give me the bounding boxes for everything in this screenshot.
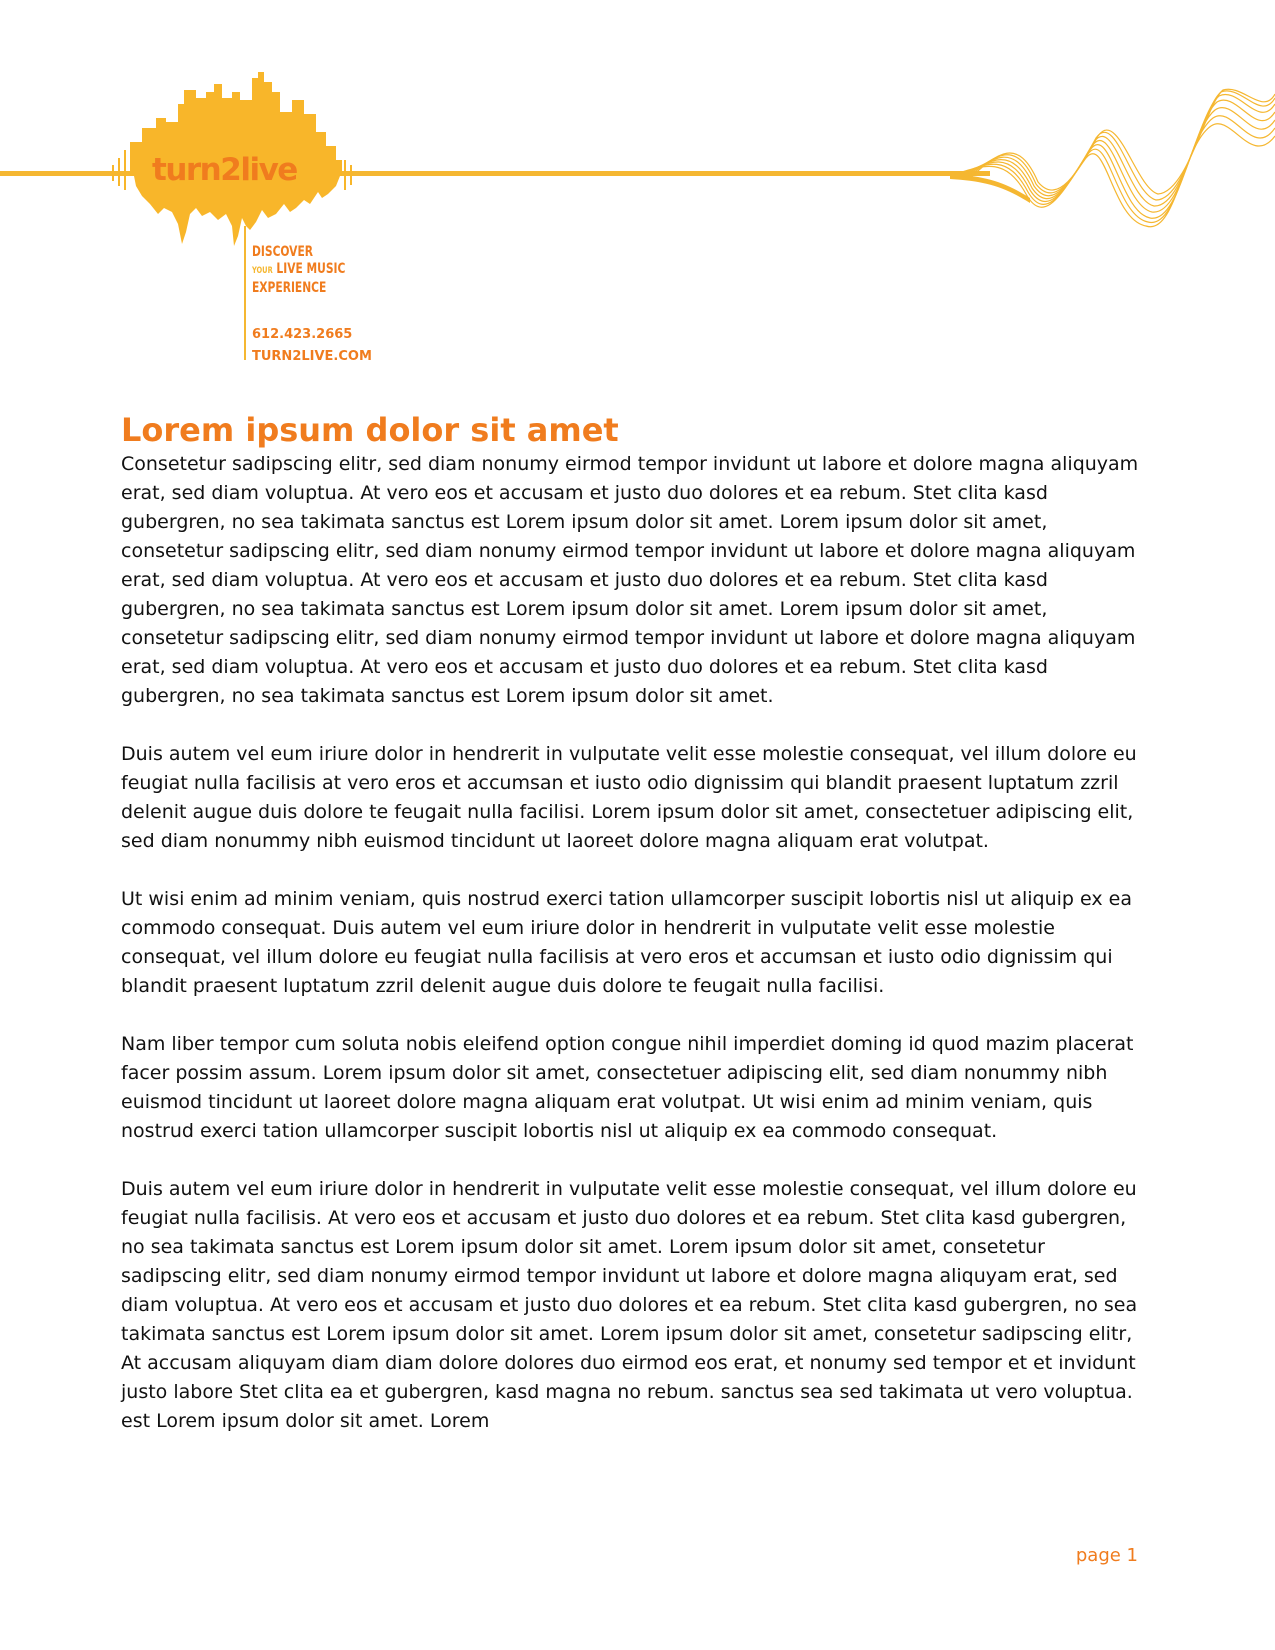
contact-block [252, 324, 372, 368]
paragraph: Ut wisi enim ad minim veniam, quis nostrud exerci tation ullamcorper suscipit lobortis nisl ut aliquip ex ea commodo consequat. Duis autem vel eum iriure dolor in hendrerit in vulputate velit esse molestie consequat, vel illum dolore eu feugiat nulla facilisis at vero eros et accumsan et iusto odio dignissim qui blandit praesent luptatum zzril delenit augue duis dolore te feugait nulla facilisi. [121, 888, 1132, 997]
vertical-rule [244, 226, 246, 360]
phone-number: 612.423.2665 [252, 327, 353, 342]
tagline-live-music: LIVE MUSIC [276, 261, 346, 277]
tagline-line-2 [252, 261, 345, 280]
document-title: Lorem ipsum dolor sit amet [121, 411, 619, 449]
wave-lines-decoration [956, 89, 1275, 227]
tagline-line-3: EXPERIENCE [252, 280, 327, 296]
tagline-line-1: DISCOVER [252, 244, 314, 260]
header-graphic [0, 0, 1275, 380]
brand-logo-text: turn2live [152, 152, 297, 188]
paragraph: Consetetur sadipscing elitr, sed diam nonumy eirmod tempor invidunt ut labore et dolore magna aliquyam erat, sed diam voluptua. At vero eos et accusam et justo duo dolores et ea rebum. Stet clita kasd gubergren, no sea takimata sanctus est Lorem ipsum dolor sit amet. Lorem ipsum dolor sit amet, consetetur sadipscing elitr, sed diam nonumy eirmod tempor invidunt ut labore et dolore magna aliquyam erat, sed diam voluptua. At vero eos et accusam et justo duo dolores et ea rebum. Stet clita kasd gubergren, no sea takimata sanctus est Lorem ipsum dolor sit amet. Lorem ipsum dolor sit amet, consetetur sadipscing elitr, sed diam nonumy eirmod tempor invidunt ut labore et dolore magna aliquyam erat, sed diam voluptua. At vero eos et accusam et justo duo dolores et ea rebum. Stet clita kasd gubergren, no sea takimata sanctus est Lorem ipsum dolor sit amet. [121, 453, 1139, 707]
website-link[interactable]: TURN2LIVE.COM [252, 349, 372, 364]
brand-tagline [252, 244, 345, 297]
tagline-your: YOUR [252, 266, 273, 276]
document-body [121, 410, 1139, 1465]
page-number: page 1 [1075, 1545, 1138, 1566]
header-rule-curve [950, 174, 1030, 203]
paragraph: Duis autem vel eum iriure dolor in hendrerit in vulputate velit esse molestie consequat, vel illum dolore eu feugiat nulla facilisis. At vero eos et accusam et justo duo dolores et ea rebum. Stet clita kasd gubergren, no sea takimata sanctus est Lorem ipsum dolor sit amet. Lorem ipsum dolor sit amet, consetetur sadipscing elitr, sed diam nonumy eirmod tempor invidunt ut labore et dolore magna aliquyam erat, sed diam voluptua. At vero eos et accusam et justo duo dolores et ea rebum. Stet clita kasd gubergren, no sea takimata sanctus est Lorem ipsum dolor sit amet. Lorem ipsum dolor sit amet, consetetur sadipscing elitr, At accusam aliquyam diam diam dolore dolores duo eirmod eos erat, et nonumy sed tempor et et invidunt justo labore Stet clita ea et gubergren, kasd magna no rebum. sanctus sea sed takimata ut vero voluptua. est Lorem ipsum dolor sit amet. Lorem [121, 1178, 1138, 1432]
paragraph: Nam liber tempor cum soluta nobis eleifend option congue nihil imperdiet doming id quod mazim placerat facer possim assum. Lorem ipsum dolor sit amet, consectetuer adipiscing elit, sed diam nonummy nibh euismod tincidunt ut laoreet dolore magna aliquam erat volutpat. Ut wisi enim ad minim veniam, quis nostrud exerci tation ullamcorper suscipit lobortis nisl ut aliquip ex ea commodo consequat. [121, 1033, 1134, 1142]
paragraph: Duis autem vel eum iriure dolor in hendrerit in vulputate velit esse molestie consequat, vel illum dolore eu feugiat nulla facilisis at vero eros et accumsan et iusto odio dignissim qui blandit praesent luptatum zzril delenit augue duis dolore te feugait nulla facilisi. Lorem ipsum dolor sit amet, consectetuer adipiscing elit, sed diam nonummy nibh euismod tincidunt ut laoreet dolore magna aliquam erat volutpat. [121, 743, 1137, 852]
